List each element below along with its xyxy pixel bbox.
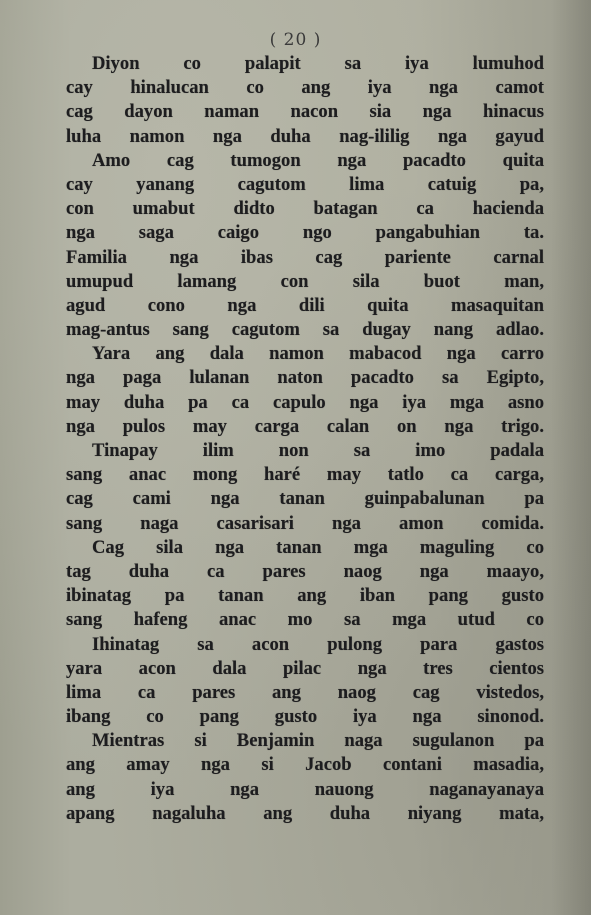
text-line: nga paga lulanan naton pacadto sa Egipto,: [66, 367, 544, 389]
text-line: agud cono nga dili quita masaquitan: [66, 294, 544, 316]
text-line: Cag sila nga tanan mga maguling co: [92, 536, 544, 558]
page-edge-shadow: [551, 0, 591, 915]
text-line: sang hafeng anac mo sa mga utud co: [66, 609, 544, 631]
text-line: Mientras si Benjamin naga sugulanon pa: [92, 730, 544, 752]
text-line: ibang co pang gusto iya nga sinonod.: [66, 706, 544, 728]
text-line: may duha pa ca capulo nga iya mga asno: [66, 391, 544, 413]
text-line: cag cami nga tanan guinpabalunan pa: [66, 488, 544, 510]
text-line: umupud lamang con sila buot man,: [66, 270, 544, 292]
text-line: yara acon dala pilac nga tres cientos: [66, 657, 544, 679]
poem-text-block: [66, 52, 544, 826]
text-line: con umabut didto batagan ca hacienda: [66, 198, 544, 220]
text-line: ang iya nga nauong naganayanaya: [66, 778, 544, 800]
text-line: ibinatag pa tanan ang iban pang gusto: [66, 585, 544, 607]
text-line: tag duha ca pares naog nga maayo,: [66, 560, 544, 582]
text-line: cag dayon naman nacon sia nga hinacus: [66, 101, 544, 123]
text-line: apang nagaluha ang duha niyang mata,: [66, 802, 544, 824]
text-line: mag-antus sang cagutom sa dugay nang adlao.: [66, 319, 544, 341]
text-line: luha namon nga duha nag-ililig nga gayud: [66, 125, 544, 147]
text-line: Amo cag tumogon nga pacadto quita: [92, 149, 544, 171]
text-line: cay hinalucan co ang iya nga camot: [66, 77, 544, 99]
text-line: sang naga casarisari nga amon comida.: [66, 512, 544, 534]
page-number: ( 20 ): [269, 30, 322, 50]
text-line: nga pulos may carga calan on nga trigo.: [66, 415, 544, 437]
text-line: Diyon co palapit sa iya lumuhod: [92, 53, 544, 74]
text-line: nga saga caigo ngo pangabuhian ta.: [66, 222, 544, 244]
text-line: cay yanang cagutom lima catuig pa,: [66, 173, 544, 195]
text-line: sang anac mong haré may tatlo ca carga,: [66, 464, 544, 486]
text-line: Tinapay ilim non sa imo padala: [92, 440, 544, 461]
text-line: ang amay nga si Jacob contani masadia,: [66, 754, 544, 776]
text-line: Yara ang dala namon mabacod nga carro: [92, 343, 544, 365]
text-line: Familia nga ibas cag pariente carnal: [66, 246, 544, 268]
text-line: lima ca pares ang naog cag vistedos,: [66, 681, 544, 703]
text-line: Ihinatag sa acon pulong para gastos: [92, 633, 544, 655]
